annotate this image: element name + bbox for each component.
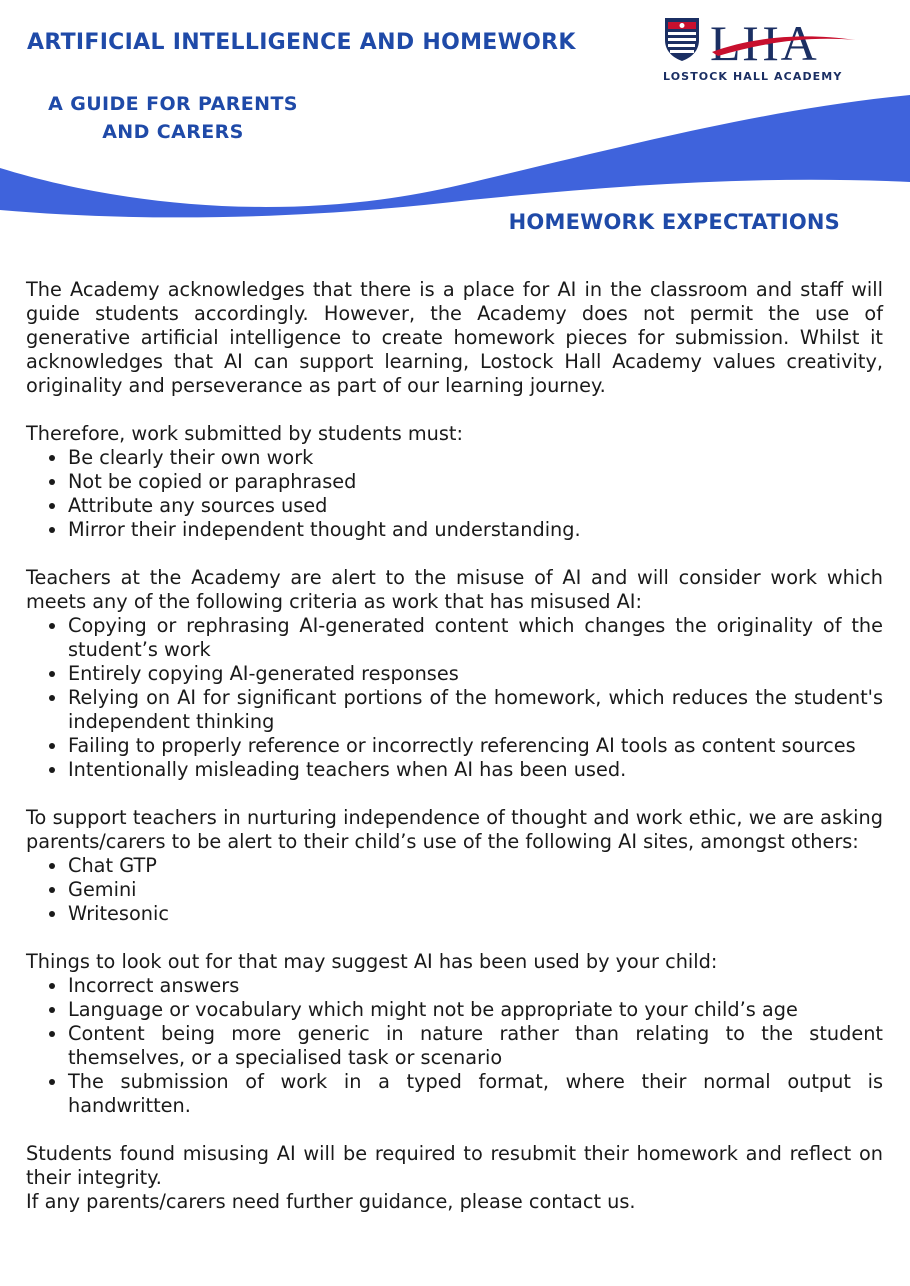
list-item: • Language or vocabulary which might not be appropriate to your child’s age <box>68 998 883 1022</box>
list-item: • Not be copied or paraphrased <box>68 470 883 494</box>
subtitle-line-2: AND CARERS <box>102 121 244 143</box>
list-item: • Gemini <box>68 878 883 902</box>
list-item: • Writesonic <box>68 902 883 926</box>
list-item: • Intentionally misleading teachers when AI has been used. <box>68 758 883 782</box>
list-item: • Be clearly their own work <box>68 446 883 470</box>
requirements-lead: Therefore, work submitted by students must: <box>26 422 463 445</box>
list-item: • Entirely copying AI-generated responses <box>68 662 883 686</box>
list-item: • Relying on AI for significant portions of the homework, which reduces the student's independent thinking <box>68 686 883 734</box>
list-item: • Incorrect answers <box>68 974 883 998</box>
list-item: • Chat GTP <box>68 854 883 878</box>
shield-crest-icon <box>663 16 701 62</box>
signs-lead: Things to look out for that may suggest AI has been used by your child: <box>26 950 718 973</box>
requirements-list <box>26 446 883 542</box>
contact-line: If any parents/carers need further guidance, please contact us. <box>26 1190 636 1213</box>
intro-paragraph: The Academy acknowledges that there is a place for AI in the classroom and staff will guide students accordingly. However, the Academy does not permit the use of generative artificial intelligence to create homework pieces for submission. Whilst it acknowledges that AI can support learning, Lostock Hall Academy values creativity, originality and perseverance as part of our learning journey. <box>26 278 883 397</box>
ai-sites-list <box>26 854 883 926</box>
sites-lead: To support teachers in nurturing independence of thought and work ethic, we are asking parents/carers to be alert to their child’s use of the following AI sites, amongst others: <box>26 806 883 853</box>
page-title: ARTIFICIAL INTELLIGENCE AND HOMEWORK <box>27 30 576 55</box>
list-item: • Attribute any sources used <box>68 494 883 518</box>
section-heading: HOMEWORK EXPECTATIONS <box>508 210 840 234</box>
logo-letters: LHA <box>710 18 819 66</box>
school-logo <box>660 14 860 86</box>
list-item: • Copying or rephrasing AI-generated content which changes the originality of the student’s work <box>68 614 883 662</box>
document-body <box>26 278 883 1214</box>
list-item: • Mirror their independent thought and understanding. <box>68 518 883 542</box>
list-item: • Failing to properly reference or incorrectly referencing AI tools as content sources <box>68 734 883 758</box>
logo-lettermark <box>710 18 856 66</box>
list-item: • The submission of work in a typed format, where their normal output is handwritten. <box>68 1070 883 1118</box>
misuse-lead: Teachers at the Academy are alert to the misuse of AI and will consider work which meets any of the following criteria as work that has misused AI: <box>26 566 883 613</box>
subtitle-line-1: A GUIDE FOR PARENTS <box>48 93 298 115</box>
signs-list <box>26 974 883 1118</box>
page-subtitle <box>27 90 319 146</box>
misuse-list <box>26 614 883 782</box>
closing-paragraph: Students found misusing AI will be required to resubmit their homework and reflect on their integrity. <box>26 1142 883 1189</box>
list-item: • Content being more generic in nature rather than relating to the student themselves, or a specialised task or scenario <box>68 1022 883 1070</box>
logo-school-name: LOSTOCK HALL ACADEMY <box>663 70 843 83</box>
